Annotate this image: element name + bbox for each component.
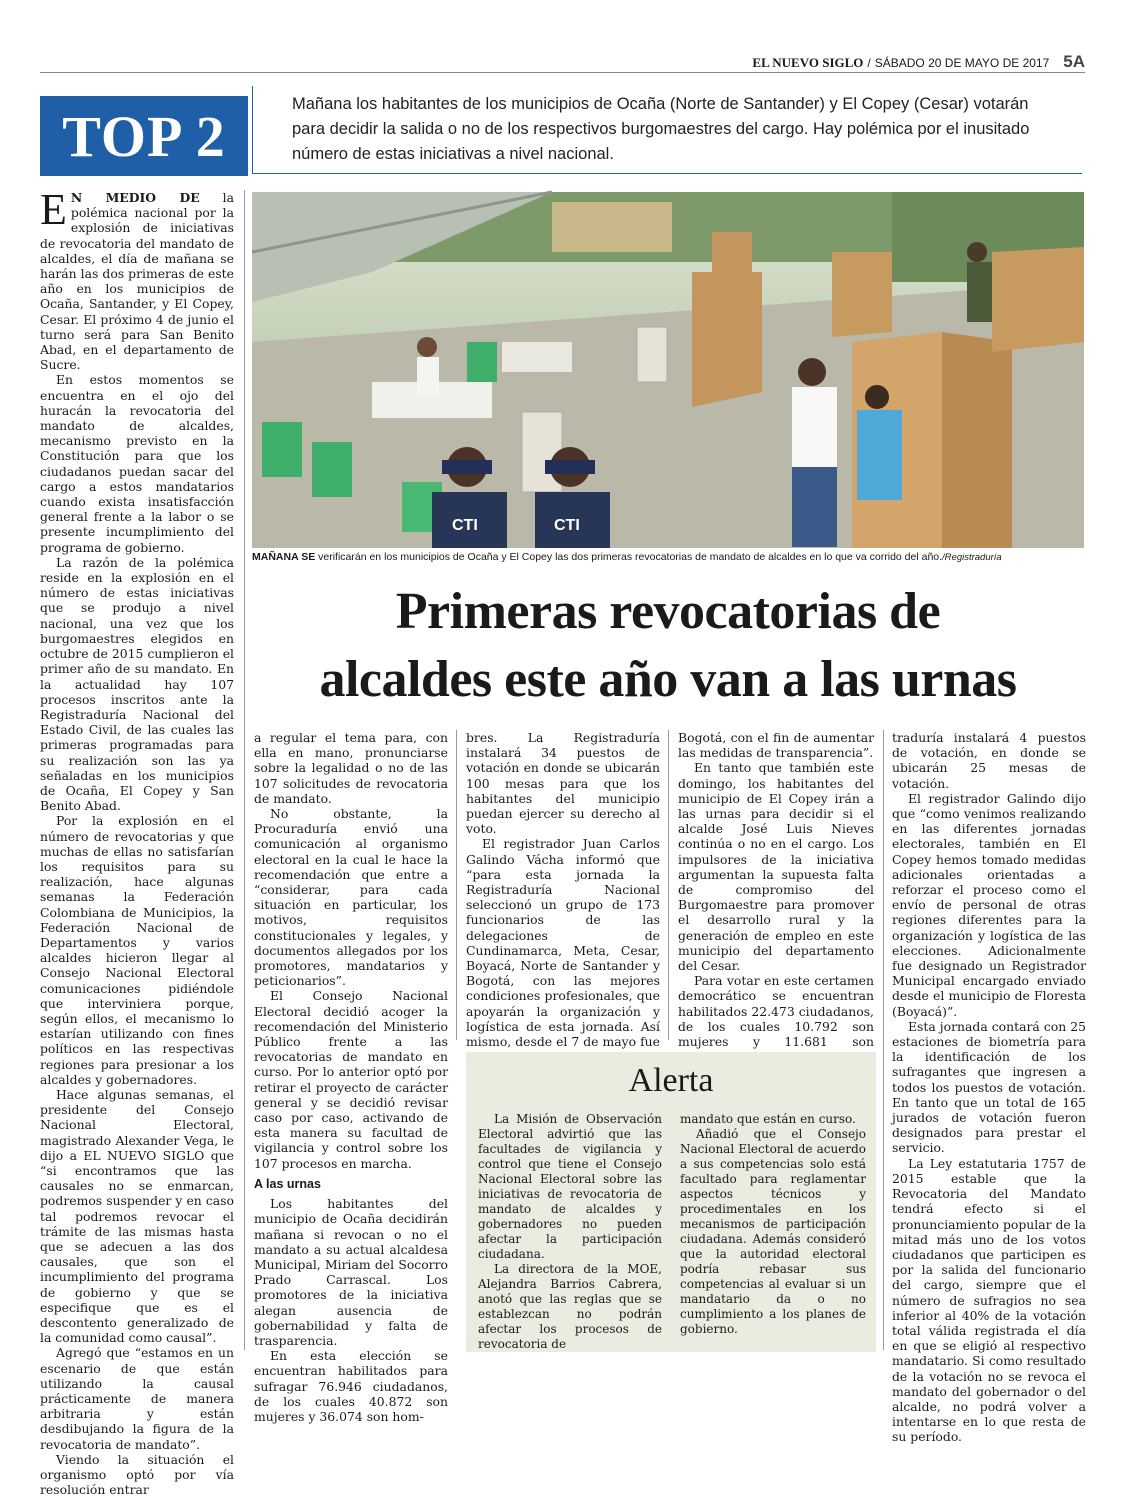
column-rule: [668, 730, 669, 1040]
caption-text: verificarán en los municipios de Ocaña y El Copey las dos primeras revocatorias de mandato de alcaldes en lo que va corrido del año.: [315, 551, 943, 563]
paragraph: traduría instalará 4 puestos de votación, en donde se ubicarán 25 mesas de votación.: [892, 730, 1086, 791]
paragraph: Viendo la situación el organismo optó por vía resolución entrar: [40, 1451, 234, 1497]
article-column-3: [466, 730, 660, 1050]
masthead-separator: /: [867, 56, 871, 70]
paragraph: No obstante, la Procuraduría envió una comunicación al organismo electoral en la cual le hace la recomendación que entre a “considerar, para cada situación en particular, los motivos, requisitos constitucionales y legales, y documentos allegados por los promotores, mandatarios y peticionarios”.: [254, 806, 448, 989]
alerta-title: Alerta: [628, 1062, 714, 1099]
publication-date: SÁBADO 20 DE MAYO DE 2017: [874, 56, 1050, 70]
paragraph: La Ley estatutaria 1757 de 2015 estable que la Revocatoria del Mandato tendrá efecto si el pronunciamiento popular de la mitad más uno de los votos ciudadanos que participen es por la salida del funcionario del cargo, siempre que el número de sufragios no sea inferior al 40% de la votación total válida registrada el día en que se eligió al respectivo mandatario. Si como resultado de la votación no se revoca el mandato del gobernador o del alcalde, no podrá volver a intentarse en lo que resta de su período.: [892, 1155, 1087, 1445]
article-column-2: [254, 730, 448, 1424]
article-column-1: [40, 185, 235, 1497]
paragraph: Añadió que el Consejo Nacional Electoral de acuerdo a sus competencias solo está facultado para reglamentar aspectos técnicos y procedimentales en los mecanismos de participación ciudadana. Además consideró que la autoridad electoral podría rebasar sus competencias al evaluar si un mandatario da o no cumplimiento a los planes de gobierno.: [680, 1127, 866, 1336]
intro-divider: [252, 86, 253, 174]
paragraph: Esta jornada contará con 25 estaciones de biometría para la identificación de los sufragantes que ingresen a todos los puestos de votación. En tanto que un total de 165 jurados de votación fueron designados para prestar el servicio.: [892, 1018, 1086, 1156]
lead-in: N MEDIO DE: [70, 190, 200, 205]
paragraph: El registrador Galindo dijo que “como venimos realizando en las diferentes jornadas electorales, también en El Copey hemos tomado medidas adicionales orientadas a reforzar el proceso como el envío de personal de otras regiones diferentes para la organización y logística de las elecciones. Adicionalmente fue designado un Registrador Municipal encargado enviado desde el municipio de Floresta (Boyacá)”.: [892, 790, 1086, 1019]
column-rule: [456, 730, 457, 1040]
voting-scene-illustration: [252, 192, 1084, 548]
news-photo: [252, 192, 1084, 548]
section-badge: TOP 2: [40, 96, 248, 176]
caption-lead: MAÑANA SE: [252, 551, 316, 563]
paragraph: Agregó que “estamos en un escenario de que están utilizando la causal prácticamente de manera arbitraria y están desdibujando la figura de la revocatoria de mandato”.: [40, 1345, 234, 1452]
intro-summary: Mañana los habitantes de los municipios de Ocaña (Norte de Santander) y El Copey (Cesar) votarán para decidir la salida o no de los respectivos burgomaestres del cargo. Hay polémica por el inusitado número de estas iniciativas a nivel nacional.: [292, 95, 1030, 163]
column-rule: [244, 190, 245, 1350]
paragraph: Hace algunas semanas, el presidente del Consejo Nacional Electoral, magistrado Alexander Vega, le dijo a EL NUEVO SIGLO que “si encontramos que las causales no se enmarcan, podremos suspender y en caso tal podremos revocar el trámite de las mismas hasta que se adecuen a las dos causales, que son el incumplimiento del programa de gobierno y que se especifique que es el descontento generalizado de la comunidad como causal”.: [40, 1086, 234, 1346]
page-number: 5A: [1063, 52, 1085, 71]
column-rule: [883, 730, 884, 1350]
publication-name: EL NUEVO SIGLO: [752, 55, 864, 70]
paragraph: Bogotá, con el fin de aumentar las medidas de transparencia”.: [678, 730, 874, 761]
masthead: [752, 52, 1085, 72]
article-column-4: [678, 730, 874, 1050]
article-column-5: [892, 730, 1087, 1445]
paragraph: a regular el tema para, con ella en mano, pronunciarse sobre la legalidad o no de las 107 solicitudes de revocatoria de mandato.: [254, 730, 448, 806]
drop-cap: E: [40, 185, 67, 234]
vest-label: CTI: [452, 517, 478, 534]
paragraph: En esta elección se encuentran habilitados para sufragar 76.946 ciudadanos, de los cuales 40.872 son mujeres y 36.074 son hom-: [254, 1348, 448, 1424]
paragraph: En tanto que también este domingo, los habitantes del municipio de El Copey irán a las urnas para decidir si el alcalde José Luis Nieves continúa o no en el cargo. Los impulsores de la iniciativa argumentan la supuesta falta de compromiso del Burgomaestre para promover el desarrollo rural y la generación de empleo en este municipio del departamento del Cesar.: [678, 760, 874, 974]
intro-underline: [252, 173, 1082, 174]
paragraph: El Consejo Nacional Electoral decidió acoger la recomendación del Ministerio Público frente a las revocatorias de mandato en curso. Por lo anterior optó por retirar el proyecto de carácter general y se decidió revisar caso por caso, activando de esta manera su facultad de vigilancia y control sobre los 107 procesos en marcha.: [254, 988, 448, 1171]
vest-label: CTI: [554, 517, 580, 534]
paragraph: Por la explosión en el número de revocatorias y que muchas de ellas no satisfarían los requisitos para su realización, hace algunas semanas la Federación Colombiana de Municipios, la Federación Nacional de Departamentos y varios alcaldes hicieron llegar al Consejo Nacional Electoral comunicaciones pidiéndole que interviniera porque, según ellos, el mecanismo lo estarían utilizando con fines políticos en las respectivas regiones para presionar a los alcaldes y gobernadores.: [40, 813, 234, 1087]
paragraph: La razón de la polémica reside en la explosión en el número de estas iniciativas que se produjo a nivel nacional, una vez que los burgomaestres elegidos en octubre de 2015 cumplieron el primer año de su mandato. En la actualidad hay 107 procesos inscritos ante la Registraduría Nacional del Estado Civil, de las cuales las primeras programadas para su realización son las ya señaladas en los municipios de Ocaña, El Copey y San Benito Abad.: [40, 554, 234, 814]
paragraph: La directora de la MOE, Alejandra Barrios Cabrera, anotó que las reglas que se establezcan no podrán afectar los procesos de revocatoria de: [478, 1262, 662, 1351]
photo-credit: /Registraduría: [942, 552, 1002, 563]
paragraph: mandato que están en curso.: [680, 1112, 856, 1126]
subheading: A las urnas: [254, 1176, 321, 1191]
headline-line-2: alcaldes este año van a las urnas: [319, 651, 1017, 708]
paragraph: En estos momentos se encuentra en el ojo del huracán la revocatoria del mandato de alcaldes, mecanismo previsto en la Constitución para que los ciudadanos puedan sacar del cargo a estos mandatarios cuando exista insatisfacción general frente a la labor o se presente incumplimiento del programa de gobierno.: [40, 372, 234, 555]
headline-line-1: Primeras revocatorias de: [395, 583, 941, 640]
photo-caption: [252, 551, 1084, 564]
alerta-column-right: [680, 1112, 866, 1348]
headline: [252, 578, 1084, 714]
masthead-rule: [40, 72, 1085, 73]
paragraph: bres. La Registraduría instalará 34 puestos de votación en donde se ubicarán 100 mesas para que los habitantes del municipio puedan ejercer su derecho al voto.: [466, 730, 660, 837]
lead-paragraph: E N MEDIO DE la polémica nacional por la explosión de iniciativas de revocatoria del mandato de alcaldes, el día de mañana se harán las dos primeras de este año en los municipios de Ocaña, Santander, y El Copey, Cesar. El próximo 4 de junio el turno será para San Benito Abad, en el departamento de Sucre.: [40, 185, 235, 373]
alerta-column-left: [478, 1112, 662, 1351]
paragraph: Para votar en este certamen democrático se encuentran habilitados 22.473 ciudadanos, de los cuales 10.792 son mujeres y 11.681 son: [678, 973, 874, 1050]
paragraph: El registrador Juan Carlos Galindo Vácha informó que “para esta jornada la Registraduría Nacional seleccionó un grupo de 173 funcionarios de las delegaciones de Cundinamarca, Meta, Cesar, Boyacá, Norte de Santander y Bogotá, con las mejores condiciones profesionales, que apoyarán la organización y logística de esta jornada. Así mismo, desde el 7 de mayo fue: [466, 836, 660, 1050]
paragraph: La Misión de Observación Electoral advirtió que las facultades de vigilancia y control que tiene el Consejo Nacional Electoral sobre las iniciativas de revocatoria de mandato de alcaldes y gobernadores no pueden afectar la participación ciudadana.: [478, 1112, 662, 1261]
paragraph: Los habitantes del municipio de Ocaña decidirán mañana si revocan o no el mandato a su actual alcaldesa Municipal, Miriam del Socorro Prado Carrascal. Los promotores de la iniciativa alegan ausencia de gobernabilidad y falta de trasparencia.: [254, 1196, 448, 1348]
